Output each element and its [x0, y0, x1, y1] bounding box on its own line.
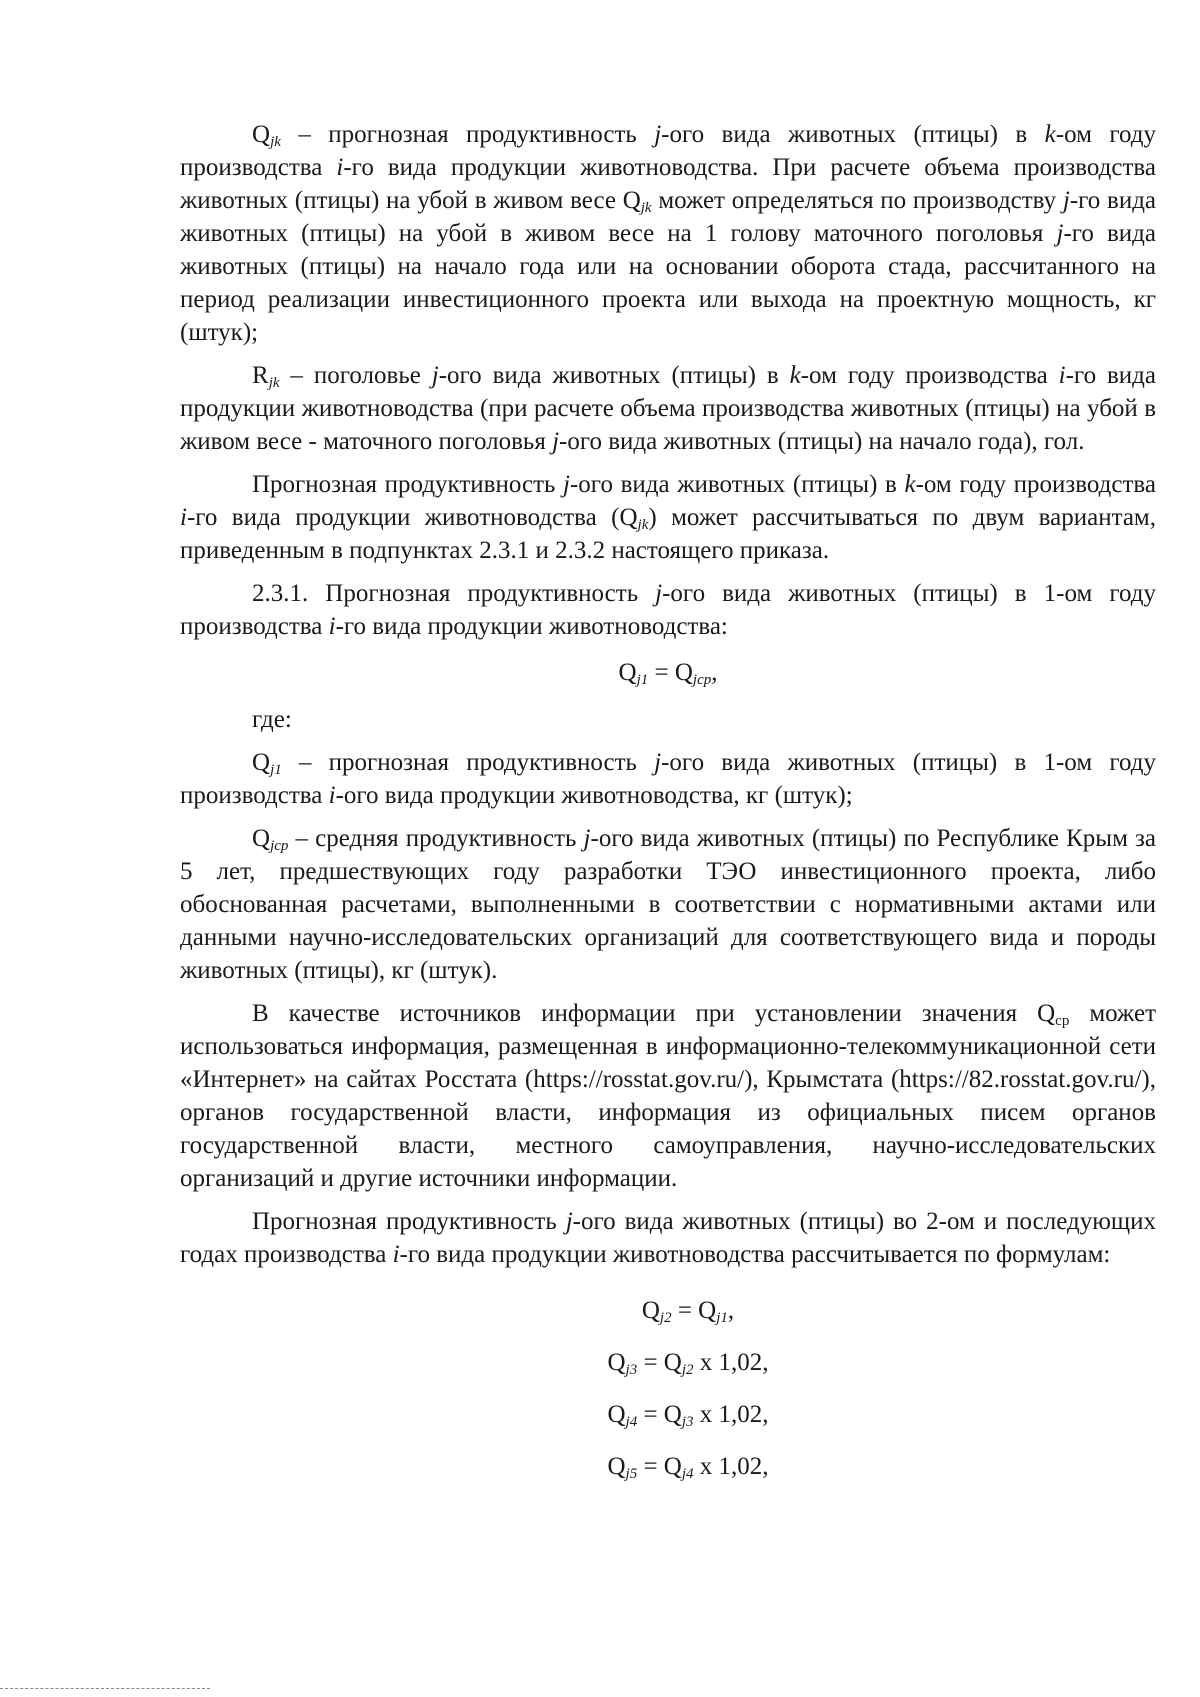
- paragraph-subsequent-years: Прогнозная продуктивность j-ого вида животных (птицы) во 2-ом и последующих годах производства i-го вида продукции животноводства рассчитывается по формулам:: [180, 1208, 1156, 1268]
- document-body: [180, 118, 1156, 1493]
- paragraph-qjk-definition: $Q_{jk}$ – прогнозная продуктивность j-ого вида животных (птицы) в k-ом году производства i-го вида продукции животноводства. При расчете объема производства животных (птицы) на убой в живом весе $Q_{jk}$ может определяться по производству j-го вида животных (птицы) на убой в живом весе на 1 голову маточного поголовья j-го вида животных (птицы) на начало года или на основании оборота стада, рассчитанного на период реализации инвестиционного проекта или выхода на проектную мощность, кг (штук);: [180, 121, 1157, 346]
- paragraph-qjcp-definition: $Q_{jср}$ – средняя продуктивность j-ого вида животных (птицы) по Республике Крым за 5 лет, предшествующих году разработки ТЭО инвестиционного проекта, либо обоснованная расчетами, выполненными в соответствии с нормативными актами или данными научно-исследовательских организаций для соответствующего вида и породы животных (птицы), кг (штук).: [180, 825, 1156, 984]
- formula-qj3: $Q_{j3} = Q_{j2}$ х 1,02,: [607, 1349, 769, 1378]
- paragraph-information-sources: В качестве источников информации при установлении значения $Q_{ср}$ может использоваться информация, размещенная в информационно-телекоммуникационной сети «Интернет» на сайтах Росстата (https://rosstat.gov.ru/), Крымстата (https://82.rosstat.gov.ru/), органов государственной власти, информация из официальных писем органов государственной власти, местного самоуправления, научно-исследовательских организаций и другие источники информации.: [180, 1000, 1157, 1192]
- formula-stack: [180, 1285, 1156, 1493]
- formula-qj5: $Q_{j5} = Q_{j4}$ х 1,02,: [607, 1453, 769, 1482]
- formula-qj4: $Q_{j4} = Q_{j3}$ х 1,02,: [607, 1401, 769, 1430]
- paragraph-forecast-variants: Прогнозная продуктивность j-ого вида животных (птицы) в k-ом году производства i-го вида продукции животноводства $(Q_{jk})$ может рассчитываться по двум вариантам, приведенным в подпунктах 2.3.1 и 2.3.2 настоящего приказа.: [180, 471, 1156, 564]
- scan-bottom-edge: [0, 1688, 210, 1689]
- paragraph-2-3-1: 2.3.1. Прогнозная продуктивность j-ого вида животных (птицы) в 1-ом году производства i-го вида продукции животноводства:: [180, 580, 1156, 640]
- paragraph-rjk-definition: $R_{jk}$ – поголовье j-ого вида животных (птицы) в k-ом году производства i-го вида продукции животноводства (при расчете объема производства животных (птицы) на убой в живом весе - маточного поголовья j-ого вида животных (птицы) на начало года), гол.: [180, 362, 1156, 455]
- formula-qj2: $Q_{j2} = Q_{j1}$,: [641, 1297, 735, 1326]
- formula-qj1: $Q_{j1} = Q_{jср}$,: [618, 659, 718, 688]
- where-label: где:: [252, 706, 292, 733]
- paragraph-qj1-definition: $Q_{j1}$ – прогнозная продуктивность j-ого вида животных (птицы) в 1-ом году производства i-ого вида продукции животноводства, кг (штук);: [180, 749, 1156, 809]
